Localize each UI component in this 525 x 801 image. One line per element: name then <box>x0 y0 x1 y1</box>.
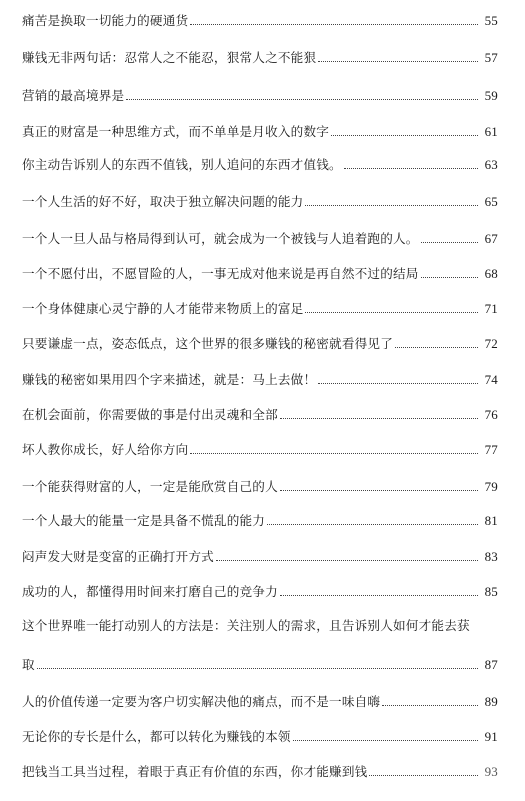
toc-entry-page: 63 <box>484 157 498 172</box>
toc-entry-page: 87 <box>484 657 498 672</box>
toc-entry-title: 痛苦是换取一切能力的硬通货 <box>22 13 189 28</box>
dot-leader <box>331 134 478 136</box>
toc-entry[interactable] <box>22 8 498 30</box>
toc-entry-page: 61 <box>484 124 498 139</box>
toc-entry[interactable] <box>22 759 498 781</box>
dot-leader <box>280 594 478 596</box>
dot-leader <box>382 704 478 706</box>
toc-entry-title: 一个人一旦人品与格局得到认可，就会成为一个被钱与人追着跑的人。 <box>22 231 419 246</box>
dot-leader <box>421 276 478 278</box>
dot-leader <box>190 452 478 454</box>
toc-entry-title: 无论你的专长是什么，都可以转化为赚钱的本领 <box>22 729 291 744</box>
toc-entry[interactable] <box>22 689 498 711</box>
toc-entry-title: 营销的最高境界是 <box>22 88 125 103</box>
dot-leader <box>126 98 478 100</box>
dot-leader <box>421 241 478 243</box>
toc-entry-page: 68 <box>484 266 498 281</box>
toc-entry-page: 77 <box>484 442 498 457</box>
toc-entry[interactable] <box>22 296 498 318</box>
toc-entry-page: 76 <box>484 407 498 422</box>
dot-leader <box>344 167 478 169</box>
dot-leader <box>190 23 478 25</box>
toc-entry-page: 83 <box>484 549 498 564</box>
toc-entry-page: 65 <box>484 194 498 209</box>
toc-entry-title: 成功的人，都懂得用时间来打磨自己的竞争力 <box>22 584 278 599</box>
toc-entry[interactable] <box>22 617 498 639</box>
dot-leader <box>369 774 478 776</box>
toc-entry-title: 你主动告诉别人的东西不值钱，别人追问的东西才值钱。 <box>22 157 342 172</box>
toc-entry-page: 59 <box>484 88 498 103</box>
toc-entry[interactable] <box>22 402 498 424</box>
toc-entry[interactable] <box>22 226 498 248</box>
toc-entry-page: 89 <box>484 694 498 709</box>
dot-leader <box>305 204 478 206</box>
dot-leader <box>37 667 478 669</box>
toc-entry-title: 只要谦虚一点，姿态低点，这个世界的很多赚钱的秘密就看得见了 <box>22 336 394 351</box>
dot-leader <box>318 60 478 62</box>
toc-entry-title: 一个人最大的能量一定是具备不慌乱的能力 <box>22 513 266 528</box>
toc-entry-title: 一个能获得财富的人，一定是能欣赏自己的人 <box>22 479 278 494</box>
toc-entry-title: 坏人教你成长，好人给你方向 <box>22 442 189 457</box>
toc-entry-title: 真正的财富是一种思维方式，而不单单是月收入的数字 <box>22 124 330 139</box>
toc-entry-page: 71 <box>484 301 498 316</box>
toc-entry[interactable] <box>22 45 498 67</box>
toc-entry-title: 一个身体健康心灵宁静的人才能带来物质上的富足 <box>22 301 304 316</box>
toc-entry[interactable] <box>22 261 498 283</box>
toc-entry-page: 67 <box>484 231 498 246</box>
toc-entry-title: 人的价值传递一定要为客户切实解决他的痛点，而不是一味自嗨 <box>22 694 381 709</box>
dot-leader <box>305 311 478 313</box>
toc-entry[interactable] <box>22 152 498 174</box>
dot-leader <box>293 739 478 741</box>
toc-entry[interactable] <box>22 189 498 211</box>
toc-entry-title: 在机会面前，你需要做的事是付出灵魂和全部 <box>22 407 278 422</box>
toc-entry-page: 57 <box>484 50 498 65</box>
toc-entry[interactable] <box>22 544 498 566</box>
toc-entry-page: 93 <box>484 764 498 779</box>
toc-entry-title: 把钱当工具当过程，着眼于真正有价值的东西，你才能赚到钱 <box>22 764 368 779</box>
toc-entry[interactable] <box>22 437 498 459</box>
toc-entry[interactable] <box>22 367 498 389</box>
toc-entry-page: 79 <box>484 479 498 494</box>
toc-entry-page: 74 <box>484 372 498 387</box>
toc-entry-title: 这个世界唯一能打动别人的方法是：关注别人的需求，且告诉别人如何才能去获 <box>22 618 470 633</box>
toc-entry-page: 85 <box>484 584 498 599</box>
toc-entry[interactable] <box>22 508 498 530</box>
toc-entry-page: 91 <box>484 729 498 744</box>
dot-leader <box>280 417 478 419</box>
toc-entry[interactable] <box>22 579 498 601</box>
toc-entry-title: 赚钱无非两句话：忍常人之不能忍，狠常人之不能狠 <box>22 50 317 65</box>
toc-entry-page: 72 <box>484 336 498 351</box>
toc-entry[interactable] <box>22 724 498 746</box>
toc-entry[interactable] <box>22 331 498 353</box>
dot-leader <box>280 489 478 491</box>
toc-entry[interactable] <box>22 474 498 496</box>
dot-leader <box>216 559 478 561</box>
dot-leader <box>395 346 478 348</box>
toc-entry-title: 赚钱的秘密如果用四个字来描述，就是：马上去做！ <box>22 372 317 387</box>
toc-entry[interactable] <box>22 83 498 105</box>
toc-entry-title: 一个人生活的好不好，取决于独立解决问题的能力 <box>22 194 304 209</box>
toc-entry-title: 取 <box>22 657 35 672</box>
dot-leader <box>267 523 478 525</box>
toc-entry-page: 81 <box>484 513 498 528</box>
toc-entry-title: 闷声发大财是变富的正确打开方式 <box>22 549 214 564</box>
toc-entry-continuation[interactable] <box>22 652 498 674</box>
toc-entry[interactable] <box>22 119 498 141</box>
toc-entry-title: 一个不愿付出，不愿冒险的人，一事无成对他来说是再自然不过的结局 <box>22 266 419 281</box>
toc-entry-page: 55 <box>484 13 498 28</box>
dot-leader <box>318 382 478 384</box>
